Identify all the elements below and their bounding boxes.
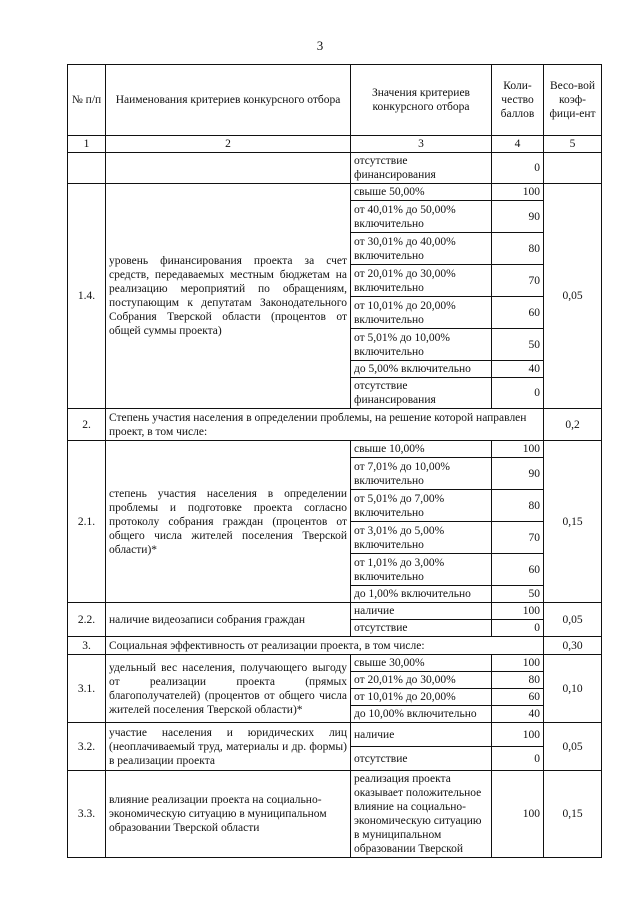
score: 60	[492, 689, 544, 706]
column-number-row	[68, 136, 602, 153]
row-number: 1.4.	[68, 184, 106, 409]
score: 100	[492, 603, 544, 620]
criterion-name: наличие видеозаписи собрания граждан	[106, 603, 351, 637]
page-number: 3	[316, 38, 324, 53]
table-row	[68, 603, 602, 620]
criterion-group-name: Степень участия населения в определении проблемы, на решение которой направлен проект, в том числе:	[106, 409, 544, 441]
criterion-name: уровень финансирования проекта за счет средств, передаваемых местным бюджетам на реализацию мероприятий по обращениям, поступающим к депутатам Законодательного Собрания Тверской области (процентов от общей суммы проекта)	[106, 184, 351, 409]
column-number: 1	[68, 136, 106, 153]
criterion-value: отсутствие	[351, 747, 492, 771]
column-number: 2	[106, 136, 351, 153]
weight: 0,10	[544, 655, 602, 723]
criterion-value: от 10,01% до 20,00%	[351, 689, 492, 706]
score: 90	[492, 458, 544, 490]
criterion-name	[106, 153, 351, 184]
score: 80	[492, 490, 544, 522]
row-number: 2.2.	[68, 603, 106, 637]
score: 70	[492, 522, 544, 554]
criterion-value: наличие	[351, 723, 492, 747]
row-number: 3.	[68, 637, 106, 655]
criterion-value: до 10,00% включительно	[351, 706, 492, 723]
header-score: Коли-чество баллов	[492, 65, 544, 136]
header-criterion-name: Наименования критериев конкурсного отбора	[106, 65, 351, 136]
criterion-group-name: Социальная эффективность от реализации проекта, в том числе:	[106, 637, 544, 655]
weight: 0,30	[544, 637, 602, 655]
table-row	[68, 771, 602, 858]
score: 80	[492, 672, 544, 689]
criterion-value: свыше 10,00%	[351, 441, 492, 458]
row-number	[68, 153, 106, 184]
score: 100	[492, 771, 544, 858]
score: 0	[492, 378, 544, 409]
criterion-value: от 7,01% до 10,00% включительно	[351, 458, 492, 490]
criterion-name: степень участия населения в определении проблемы и подготовке проекта согласно протоколу собрания граждан (процентов от общего числа жителей поселения Тверской области)*	[106, 441, 351, 603]
criterion-value: реализация проекта оказывает положительное влияние на социально-экономическую ситуацию в муниципальном образовании Тверской	[351, 771, 492, 858]
criterion-value: свыше 50,00%	[351, 184, 492, 201]
table-row	[68, 184, 602, 201]
score: 60	[492, 297, 544, 329]
criterion-value: до 1,00% включительно	[351, 586, 492, 603]
column-number: 4	[492, 136, 544, 153]
criterion-value: отсутствие финансирования	[351, 153, 492, 184]
criterion-value: от 3,01% до 5,00% включительно	[351, 522, 492, 554]
criterion-value: от 5,01% до 7,00% включительно	[351, 490, 492, 522]
score: 100	[492, 655, 544, 672]
row-number: 3.3.	[68, 771, 106, 858]
criterion-value: до 5,00% включительно	[351, 361, 492, 378]
weight: 0,15	[544, 441, 602, 603]
criterion-value: свыше 30,00%	[351, 655, 492, 672]
criterion-value: от 1,01% до 3,00% включительно	[351, 554, 492, 586]
score: 80	[492, 233, 544, 265]
criterion-name: удельный вес населения, получающего выгоду от реализации проекта (прямых благополучателей) (процентов от общего числа жителей поселения Тверской области)*	[106, 655, 351, 723]
score: 90	[492, 201, 544, 233]
weight: 0,15	[544, 771, 602, 858]
criterion-value: от 40,01% до 50,00% включительно	[351, 201, 492, 233]
header-weight: Весо-вой коэф-фици-ент	[544, 65, 602, 136]
row-number: 2.1.	[68, 441, 106, 603]
criterion-value: от 5,01% до 10,00% включительно	[351, 329, 492, 361]
score: 50	[492, 586, 544, 603]
header-criterion-value: Значения критериев конкурсного отбора	[351, 65, 492, 136]
criterion-value: отсутствие финансирования	[351, 378, 492, 409]
criterion-name: участие населения и юридических лиц (неоплачиваемый труд, материалы и др. формы) в реализации проекта	[106, 723, 351, 771]
weight: 0,2	[544, 409, 602, 441]
header-number: № п/п	[68, 65, 106, 136]
table-row	[68, 637, 602, 655]
criterion-value: от 10,01% до 20,00% включительно	[351, 297, 492, 329]
score: 60	[492, 554, 544, 586]
column-number: 3	[351, 136, 492, 153]
table-row	[68, 153, 602, 184]
header-row	[68, 65, 602, 136]
row-number: 3.1.	[68, 655, 106, 723]
score: 0	[492, 747, 544, 771]
row-number: 2.	[68, 409, 106, 441]
score: 0	[492, 153, 544, 184]
criterion-value: от 20,01% до 30,00%	[351, 672, 492, 689]
score: 0	[492, 620, 544, 637]
table-row	[68, 441, 602, 458]
score: 40	[492, 706, 544, 723]
row-number: 3.2.	[68, 723, 106, 771]
score: 100	[492, 441, 544, 458]
score: 100	[492, 723, 544, 747]
column-number: 5	[544, 136, 602, 153]
weight: 0,05	[544, 723, 602, 771]
criterion-value: наличие	[351, 603, 492, 620]
weight	[544, 153, 602, 184]
weight: 0,05	[544, 184, 602, 409]
score: 70	[492, 265, 544, 297]
table-row	[68, 655, 602, 672]
criterion-value: от 20,01% до 30,00% включительно	[351, 265, 492, 297]
criterion-value: отсутствие	[351, 620, 492, 637]
criterion-value: от 30,01% до 40,00% включительно	[351, 233, 492, 265]
weight: 0,05	[544, 603, 602, 637]
criterion-name: влияние реализации проекта на социально-экономическую ситуацию в муниципальном образовании Тверской области	[106, 771, 351, 858]
score: 50	[492, 329, 544, 361]
score: 40	[492, 361, 544, 378]
score: 100	[492, 184, 544, 201]
table-row	[68, 409, 602, 441]
table-row	[68, 723, 602, 747]
criteria-table	[67, 64, 602, 858]
